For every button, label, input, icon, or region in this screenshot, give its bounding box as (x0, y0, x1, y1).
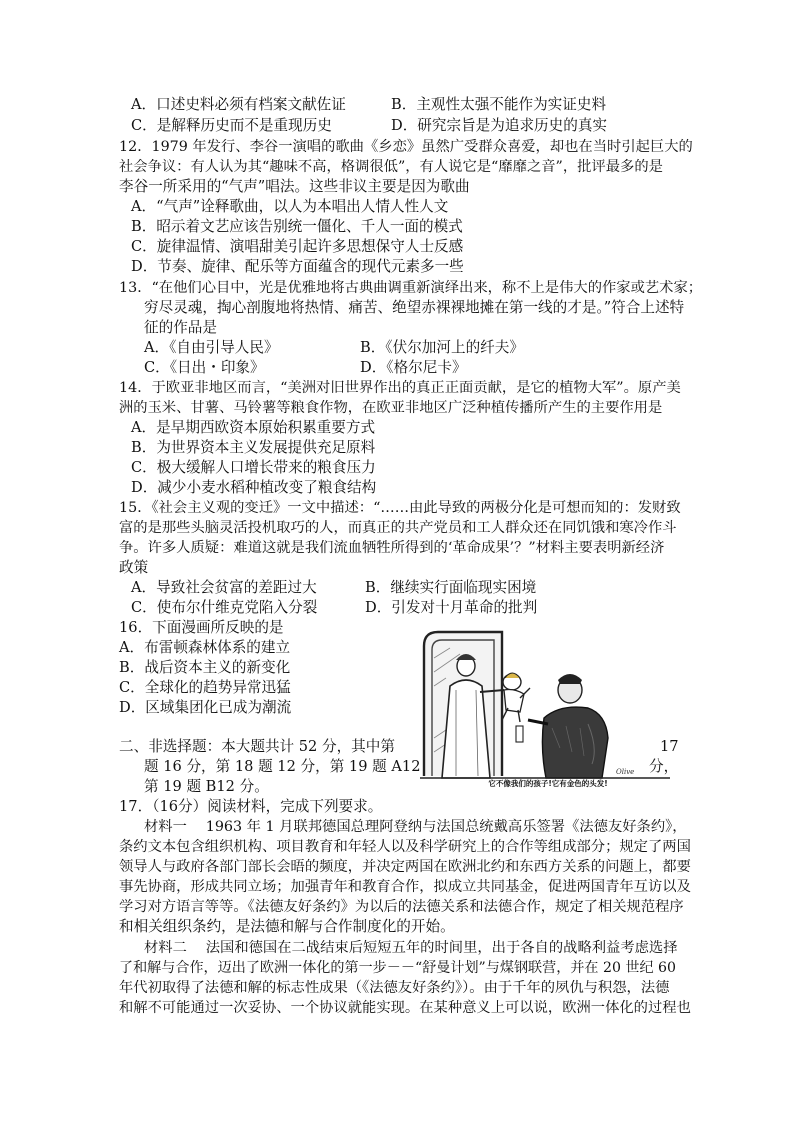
q15-stem-line: 15．《社会主义观的变迁》一文中描述：“……由此导致的两极分化是可想而知的：发财致 (119, 500, 681, 516)
q13-stem-line: 13．“在他们心目中，光是优雅地将古典曲调重新演绎出来，称不上是伟大的作家或艺术家； (119, 280, 703, 296)
q17-material1-line: 条约文本包含组织机构、项目教育和年轻人以及科学研究上的合作等组成部分；规定了两国 (119, 839, 691, 855)
q12-stem-line: 12．1979 年发行、李谷一演唱的歌曲《乡恋》虽然广受群众喜爱，却也在当时引起巨大的 (119, 139, 693, 155)
q15-option-b: B．继续实行面临现实困境 (365, 579, 537, 596)
q12-stem-line: 社会争议：有人认为其“趣味不高，格调很低”，有人说它是“靡靡之音”，批评最多的是 (119, 159, 663, 175)
q16-option-b: B．战后资本主义的新变化 (119, 659, 291, 676)
q15-option-c: C．使布尔什维克党陷入分裂 (131, 599, 318, 616)
q12-stem-line: 李谷一所采用的“气声”唱法。这些非议主要是因为歌曲 (119, 178, 470, 195)
q11-option-b: B．主观性太强不能作为实证史料 (391, 96, 607, 113)
section2-header-line: 分， (649, 758, 679, 775)
q17-material2-line: 了和解与合作，迈出了欧洲一体化的第一步－－“舒曼计划”与煤钢联营，并在 20 世纪 60 (119, 960, 676, 976)
q15-stem-line: 政策 (119, 559, 149, 576)
q12-option-c: C．旋律温情、演唱甜美引起许多思想保守人士反感 (131, 238, 464, 255)
q17-material1-line: 学习对方语言等等。《法德友好条约》为以后的法德关系和法德合作，规定了相关规范程序 (119, 899, 684, 915)
q11-option-d: D．研究宗旨是为追求历史的真实 (391, 117, 608, 134)
section2-header-line: 第 19 题 B12 分。 (144, 778, 269, 795)
q17-material2-line: 和解不可能通过一次妥协、一个协议就能实现。在某种意义上可以说，欧洲一体化的过程也 (119, 1000, 691, 1016)
q14-option-d: D．减少小麦水稻种植改变了粮食结构 (131, 479, 377, 496)
cartoon-signature: Olive (616, 768, 635, 776)
q17-material2-line: 年代初取得了法德和解的标志性成果（《法德友好条约》）。由于千年的夙仇与积怨，法德 (119, 980, 670, 996)
q14-option-a: A．是早期西欧资本原始积累重要方式 (131, 419, 376, 436)
q13-option-d: D．《格尔尼卡》 (360, 359, 467, 376)
section2-header-line: 17 (660, 738, 679, 755)
q11-option-a: A．口述史料必须有档案文献佐证 (131, 96, 346, 113)
q15-option-a: A．导致社会贫富的差距过大 (131, 579, 317, 596)
section2-header-line: 二、非选择题：本大题共计 52 分，其中第 (119, 738, 395, 755)
q13-option-b: B．《伏尔加河上的纤夫》 (360, 339, 524, 356)
q13-option-a: A．《自由引导人民》 (144, 339, 279, 356)
q14-option-c: C．极大缓解人口增长带来的粮食压力 (131, 459, 376, 476)
q17-stem: 17．（16分）阅读材料，完成下列要求。 (119, 798, 383, 815)
q12-option-b: B．昭示着文艺应该告别统一僵化、千人一面的模式 (131, 218, 463, 235)
section2-header-line: 题 16 分，第 18 题 12 分，第 19 题 A12 (144, 758, 421, 775)
q13-stem-line: 穷尽灵魂，掏心剖腹地将热情、痛苦、绝望赤裸裸地摊在第一线的才是。”符合上述特 (144, 299, 685, 316)
q16-option-c: C．全球化的趋势异常迅猛 (119, 679, 291, 696)
q17-material1-line: 和相关组织条约，是法德和解与合作制度化的开始。 (119, 918, 455, 935)
q14-option-b: B．为世界资本主义发展提供充足原料 (131, 439, 376, 456)
q16-stem: 16．下面漫画所反映的是 (119, 619, 284, 636)
q13-option-c: C．《日出・印象》 (144, 359, 265, 376)
q17-material2-line: 材料二 法国和德国在二战结束后短短五年的时间里，出于各自的战略利益考虑选择 (144, 940, 678, 956)
q16-option-a: A．布雷顿森林体系的建立 (119, 639, 291, 656)
q13-stem-line: 征的作品是 (144, 319, 217, 336)
q14-stem-line: 洲的玉米、甘薯、马铃薯等粮食作物，在欧亚非地区广泛种植传播所产生的主要作用是 (119, 400, 663, 416)
cartoon-illustration (420, 628, 670, 790)
q12-option-a: A．“气声”诠释歌曲，以人为本唱出人情人性人文 (131, 198, 449, 215)
q15-option-d: D．引发对十月革命的批判 (365, 599, 538, 616)
q17-material1-line: 领导人与政府各部门部长会晤的频度，并决定两国在欧洲北约和东西方关系的问题上，都要 (119, 859, 691, 875)
q17-material1-line: 事先协商，形成共同立场；加强青年和教育合作，拟成立共同基金，促进两国青年互访以及 (119, 879, 691, 895)
q15-stem-line: 富的是那些头脑灵活投机取巧的人，而真正的共产党员和工人群众还在同饥饿和寒冷作斗 (119, 520, 677, 536)
q15-stem-line: 争。许多人质疑：难道这就是我们流血牺牲所得到的‘革命成果’？”材料主要表明新经济 (119, 540, 665, 556)
q16-option-d: D．区域集团化已成为潮流 (119, 699, 292, 716)
q17-material1-line: 材料一 1963 年 1 月联邦德国总理阿登纳与法国总统戴高乐签署《法德友好条约》， (144, 819, 687, 835)
q12-option-d: D．节奏、旋律、配乐等方面蕴含的现代元素多一些 (131, 258, 464, 275)
q14-stem-line: 14．于欧亚非地区而言，“美洲对旧世界作出的真正正面贡献，是它的植物大军”。原产美 (119, 380, 681, 396)
cartoon-caption: 它不像我们的孩子!它有金色的头发! (488, 779, 608, 788)
q11-option-c: C．是解释历史而不是重现历史 (131, 117, 332, 134)
